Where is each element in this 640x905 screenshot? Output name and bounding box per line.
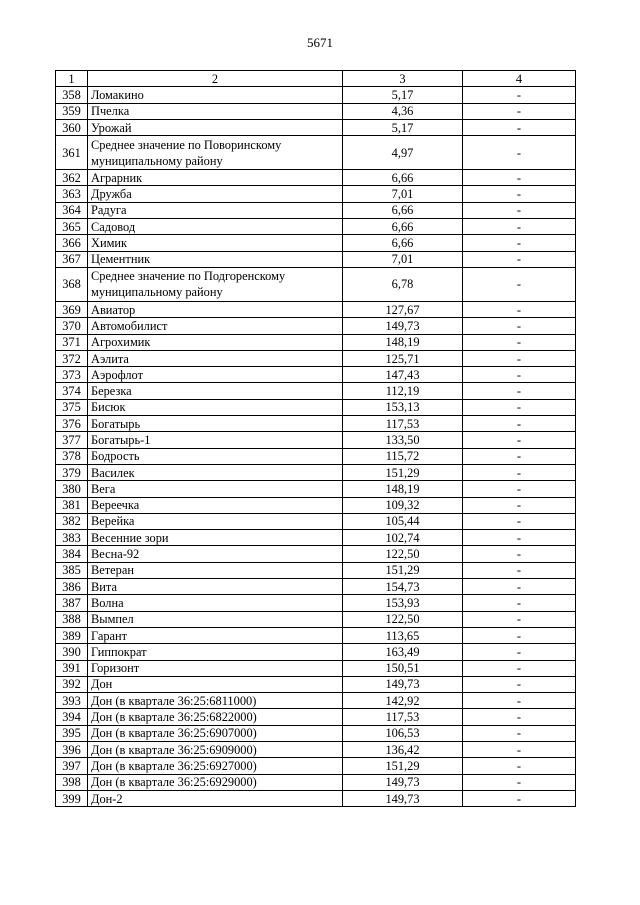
row-value-cell: 7,01 [343,251,463,267]
table-row [56,318,576,334]
table-row [56,513,576,529]
row-col4-cell: - [463,219,576,235]
row-col4-cell: - [463,202,576,218]
row-value-cell: 151,29 [343,562,463,578]
table-row [56,219,576,235]
row-number-cell: 364 [56,202,88,218]
row-value-cell: 153,93 [343,595,463,611]
row-value-cell: 7,01 [343,186,463,202]
row-number-cell: 369 [56,301,88,317]
row-name-cell: Автомобилист [88,318,343,334]
row-value-cell: 109,32 [343,497,463,513]
row-name-cell: Дон (в квартале 36:25:6929000) [88,774,343,790]
row-number-cell: 393 [56,693,88,709]
table-row [56,186,576,202]
row-number-cell: 387 [56,595,88,611]
table-row [56,103,576,119]
table-row [56,448,576,464]
row-value-cell: 154,73 [343,579,463,595]
row-number-cell: 394 [56,709,88,725]
header-cell-3: 3 [343,71,463,87]
row-value-cell: 113,65 [343,627,463,643]
row-name-cell: Ветеран [88,562,343,578]
row-name-cell: Весна-92 [88,546,343,562]
row-value-cell: 148,19 [343,334,463,350]
row-col4-cell: - [463,334,576,350]
row-value-cell: 142,92 [343,693,463,709]
row-number-cell: 390 [56,644,88,660]
table-row [56,758,576,774]
row-name-cell: Цементник [88,251,343,267]
row-number-cell: 375 [56,399,88,415]
row-number-cell: 358 [56,87,88,103]
row-col4-cell: - [463,676,576,692]
row-number-cell: 398 [56,774,88,790]
row-number-cell: 389 [56,627,88,643]
table-row [56,367,576,383]
row-number-cell: 373 [56,367,88,383]
row-number-cell: 372 [56,350,88,366]
row-number-cell: 380 [56,481,88,497]
table-row [56,546,576,562]
row-col4-cell: - [463,660,576,676]
row-number-cell: 377 [56,432,88,448]
row-name-cell: Вита [88,579,343,595]
row-col4-cell: - [463,399,576,415]
row-value-cell: 6,66 [343,219,463,235]
row-name-cell: Гиппократ [88,644,343,660]
row-name-cell: Богатырь-1 [88,432,343,448]
row-col4-cell: - [463,186,576,202]
row-value-cell: 5,17 [343,87,463,103]
row-value-cell: 6,66 [343,170,463,186]
row-name-cell: Богатырь [88,416,343,432]
table-row [56,676,576,692]
table-row [56,87,576,103]
row-number-cell: 391 [56,660,88,676]
table-row [56,644,576,660]
page-number: 5671 [307,35,333,50]
table-row [56,334,576,350]
row-name-cell: Волна [88,595,343,611]
row-name-cell: Дон (в квартале 36:25:6907000) [88,725,343,741]
row-name-cell: Пчелка [88,103,343,119]
table-row [56,399,576,415]
row-number-cell: 383 [56,530,88,546]
row-col4-cell: - [463,481,576,497]
row-number-cell: 365 [56,219,88,235]
row-value-cell: 117,53 [343,416,463,432]
row-col4-cell: - [463,464,576,480]
row-value-cell: 163,49 [343,644,463,660]
table-row [56,202,576,218]
table-row [56,235,576,251]
row-col4-cell: - [463,595,576,611]
table-row [56,741,576,757]
table-row [56,383,576,399]
row-number-cell: 363 [56,186,88,202]
table-body [56,87,576,807]
row-number-cell: 397 [56,758,88,774]
row-name-cell: Дон (в квартале 36:25:6822000) [88,709,343,725]
table-row [56,497,576,513]
row-value-cell: 149,73 [343,790,463,806]
table-row [56,530,576,546]
row-value-cell: 136,42 [343,741,463,757]
row-col4-cell: - [463,758,576,774]
row-name-cell: Аграрник [88,170,343,186]
table-row [56,660,576,676]
row-value-cell: 127,67 [343,301,463,317]
row-value-cell: 6,78 [343,267,463,301]
row-col4-cell: - [463,530,576,546]
row-name-cell: Вымпел [88,611,343,627]
row-number-cell: 374 [56,383,88,399]
row-name-cell: Бодрость [88,448,343,464]
row-number-cell: 396 [56,741,88,757]
table-row [56,790,576,806]
row-number-cell: 399 [56,790,88,806]
row-number-cell: 359 [56,103,88,119]
row-value-cell: 125,71 [343,350,463,366]
table-row [56,432,576,448]
row-name-cell: Гарант [88,627,343,643]
table-row [56,579,576,595]
row-value-cell: 147,43 [343,367,463,383]
row-value-cell: 148,19 [343,481,463,497]
row-name-cell: Верейка [88,513,343,529]
row-name-cell: Вереечка [88,497,343,513]
header-cell-2: 2 [88,71,343,87]
row-name-cell: Василек [88,464,343,480]
row-value-cell: 112,19 [343,383,463,399]
row-number-cell: 379 [56,464,88,480]
row-number-cell: 361 [56,136,88,170]
header-cell-1: 1 [56,71,88,87]
row-name-cell: Аэлита [88,350,343,366]
row-col4-cell: - [463,235,576,251]
row-name-cell: Авиатор [88,301,343,317]
row-number-cell: 368 [56,267,88,301]
row-col4-cell: - [463,693,576,709]
row-col4-cell: - [463,251,576,267]
row-name-cell: Аэрофлот [88,367,343,383]
row-value-cell: 105,44 [343,513,463,529]
row-value-cell: 6,66 [343,202,463,218]
table-row [56,725,576,741]
table-row [56,611,576,627]
table-row [56,627,576,643]
table-row [56,774,576,790]
row-col4-cell: - [463,318,576,334]
row-name-cell: Среднее значение по Подгоренскому муниципальному району [88,267,343,301]
row-name-cell: Химик [88,235,343,251]
row-name-cell: Агрохимик [88,334,343,350]
row-value-cell: 4,36 [343,103,463,119]
row-col4-cell: - [463,416,576,432]
row-name-cell: Бисюк [88,399,343,415]
row-number-cell: 382 [56,513,88,529]
table-row [56,481,576,497]
row-number-cell: 367 [56,251,88,267]
row-value-cell: 151,29 [343,758,463,774]
table-row [56,251,576,267]
row-value-cell: 151,29 [343,464,463,480]
row-value-cell: 153,13 [343,399,463,415]
row-number-cell: 385 [56,562,88,578]
row-number-cell: 376 [56,416,88,432]
row-col4-cell: - [463,350,576,366]
row-value-cell: 149,73 [343,676,463,692]
table-row [56,464,576,480]
row-name-cell: Березка [88,383,343,399]
table-row [56,301,576,317]
row-col4-cell: - [463,301,576,317]
row-name-cell: Дон (в квартале 36:25:6811000) [88,693,343,709]
row-number-cell: 381 [56,497,88,513]
row-name-cell: Дон (в квартале 36:25:6927000) [88,758,343,774]
row-col4-cell: - [463,562,576,578]
row-number-cell: 371 [56,334,88,350]
table-row [56,595,576,611]
row-col4-cell: - [463,367,576,383]
row-col4-cell: - [463,383,576,399]
table-row [56,562,576,578]
row-number-cell: 370 [56,318,88,334]
row-col4-cell: - [463,497,576,513]
row-name-cell: Среднее значение по Поворинскому муниципальному району [88,136,343,170]
table-row [56,709,576,725]
row-col4-cell: - [463,119,576,135]
row-number-cell: 378 [56,448,88,464]
row-name-cell: Весенние зори [88,530,343,546]
row-number-cell: 362 [56,170,88,186]
row-col4-cell: - [463,579,576,595]
row-value-cell: 122,50 [343,546,463,562]
row-value-cell: 133,50 [343,432,463,448]
row-name-cell: Вега [88,481,343,497]
row-col4-cell: - [463,546,576,562]
row-col4-cell: - [463,267,576,301]
row-col4-cell: - [463,644,576,660]
row-value-cell: 122,50 [343,611,463,627]
row-value-cell: 5,17 [343,119,463,135]
row-col4-cell: - [463,741,576,757]
row-col4-cell: - [463,432,576,448]
row-col4-cell: - [463,170,576,186]
row-col4-cell: - [463,627,576,643]
table-row [56,170,576,186]
row-number-cell: 388 [56,611,88,627]
row-name-cell: Садовод [88,219,343,235]
row-col4-cell: - [463,790,576,806]
row-name-cell: Горизонт [88,660,343,676]
row-name-cell: Урожай [88,119,343,135]
row-col4-cell: - [463,103,576,119]
row-number-cell: 386 [56,579,88,595]
row-name-cell: Дружба [88,186,343,202]
row-number-cell: 366 [56,235,88,251]
row-value-cell: 149,73 [343,774,463,790]
row-value-cell: 117,53 [343,709,463,725]
row-col4-cell: - [463,448,576,464]
row-name-cell: Радуга [88,202,343,218]
table-row [56,350,576,366]
row-number-cell: 392 [56,676,88,692]
row-col4-cell: - [463,611,576,627]
row-number-cell: 395 [56,725,88,741]
row-col4-cell: - [463,513,576,529]
row-col4-cell: - [463,709,576,725]
table-header-row [56,71,576,87]
table-row [56,119,576,135]
row-number-cell: 384 [56,546,88,562]
table-row [56,416,576,432]
row-col4-cell: - [463,725,576,741]
row-col4-cell: - [463,87,576,103]
row-name-cell: Дон (в квартале 36:25:6909000) [88,741,343,757]
row-col4-cell: - [463,136,576,170]
table-row [56,693,576,709]
data-table [55,70,576,807]
row-value-cell: 149,73 [343,318,463,334]
row-value-cell: 106,53 [343,725,463,741]
table-row [56,267,576,301]
row-value-cell: 115,72 [343,448,463,464]
header-cell-4: 4 [463,71,576,87]
row-col4-cell: - [463,774,576,790]
table-row [56,136,576,170]
row-name-cell: Дон [88,676,343,692]
row-name-cell: Дон-2 [88,790,343,806]
row-number-cell: 360 [56,119,88,135]
row-value-cell: 4,97 [343,136,463,170]
row-name-cell: Ломакино [88,87,343,103]
row-value-cell: 6,66 [343,235,463,251]
row-value-cell: 150,51 [343,660,463,676]
row-value-cell: 102,74 [343,530,463,546]
